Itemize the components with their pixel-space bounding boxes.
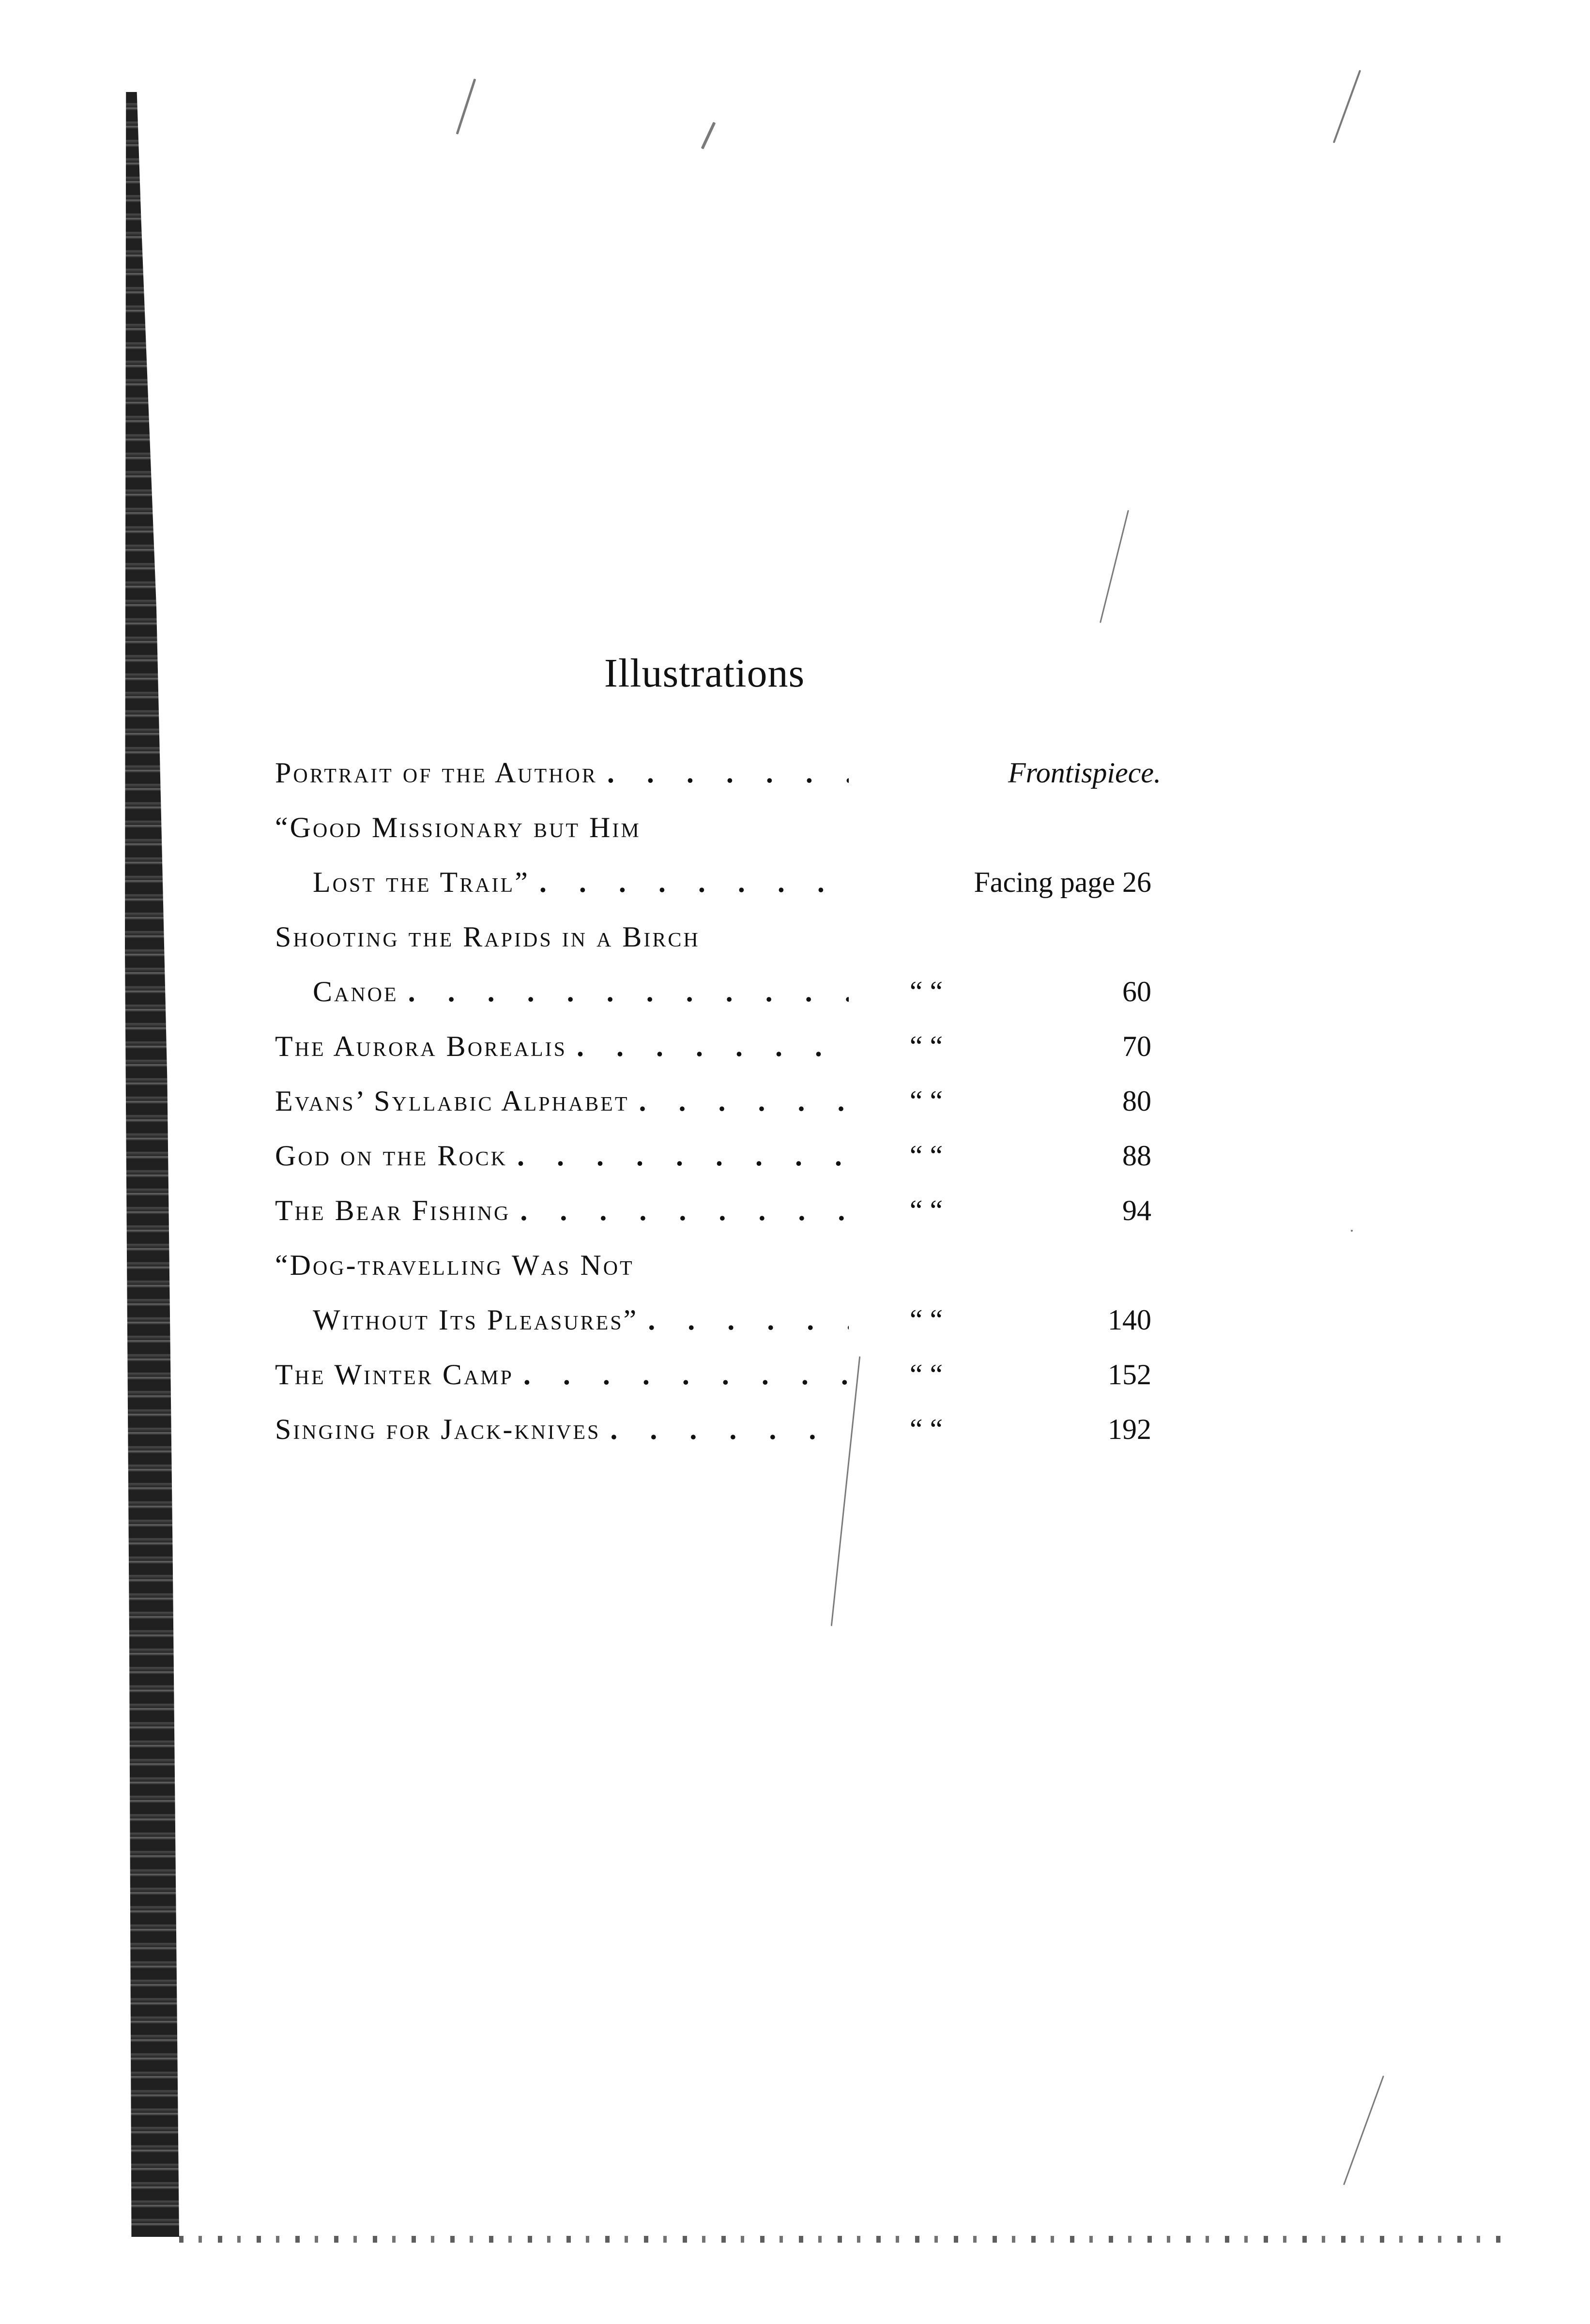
toc-entry-title: Without Its Pleasures” — [313, 1304, 639, 1336]
ditto-marks: “ “ — [909, 1085, 943, 1117]
toc-entry — [275, 1074, 1161, 1129]
toc-entry-title: Singing for Jack-knives — [275, 1413, 601, 1445]
toc-entry-page: Facing page 26 — [974, 866, 1151, 898]
dot-leader — [629, 1074, 849, 1129]
dot-leader — [530, 855, 849, 910]
toc-entry — [275, 1019, 1161, 1074]
toc-entry-title: The Bear Fishing — [275, 1194, 511, 1226]
toc-entry — [275, 1347, 1161, 1402]
dot-leader — [567, 1019, 849, 1074]
toc-entry-page: 88 — [1122, 1140, 1151, 1172]
scan-bottom-edge — [179, 2236, 1511, 2243]
ditto-marks: “ “ — [909, 1413, 943, 1445]
toc-entry-title: The Winter Camp — [275, 1359, 514, 1391]
toc-entry — [275, 1238, 1161, 1293]
toc-entry-title: The Aurora Borealis — [275, 1030, 567, 1062]
toc-entry-title: “Good Missionary but Him — [275, 811, 641, 843]
toc-entry-title: Shooting the Rapids in a Birch — [275, 921, 700, 953]
ditto-marks: “ “ — [909, 1359, 943, 1391]
toc-entry-page: 70 — [1122, 1030, 1151, 1062]
toc-entry — [275, 964, 1161, 1019]
scan-mark — [1343, 2076, 1384, 2186]
toc-list — [275, 746, 1161, 1457]
scan-mark — [1351, 1230, 1353, 1232]
toc-entry — [275, 1129, 1161, 1183]
toc-entry — [275, 800, 1161, 855]
toc-entry — [275, 910, 1161, 964]
toc-entry — [275, 1183, 1161, 1238]
dot-leader — [638, 1293, 849, 1347]
dot-leader — [600, 1402, 849, 1457]
toc-entry-title: Canoe — [313, 976, 398, 1008]
dot-leader — [597, 746, 849, 800]
ditto-marks: “ “ — [909, 1194, 943, 1226]
toc-entry-title: “Dog-travelling Was Not — [275, 1249, 634, 1281]
dot-leader — [510, 1183, 849, 1238]
toc-entry-page: 152 — [1108, 1359, 1151, 1391]
dot-leader — [514, 1347, 849, 1402]
toc-entry — [275, 855, 1161, 910]
ditto-marks: “ “ — [909, 976, 943, 1008]
toc-entry-page: 94 — [1122, 1194, 1151, 1226]
scan-binding-edge — [125, 92, 179, 2237]
toc-entry-page: 192 — [1108, 1413, 1151, 1445]
scan-mark — [701, 122, 716, 150]
toc-entry — [275, 746, 1161, 800]
toc-entry — [275, 1402, 1161, 1457]
toc-entry-page: 140 — [1108, 1304, 1151, 1336]
toc-entry-page: 60 — [1122, 976, 1151, 1008]
ditto-marks: “ “ — [909, 1140, 943, 1172]
ditto-marks: “ “ — [909, 1304, 943, 1336]
scan-mark — [1100, 510, 1129, 623]
toc-entry-title: Lost the Trail” — [313, 866, 530, 898]
toc-entry-title: God on the Rock — [275, 1140, 507, 1172]
toc-entry — [275, 1293, 1161, 1347]
page-title: Illustrations — [604, 651, 805, 696]
dot-leader — [507, 1129, 849, 1183]
scan-mark — [1333, 70, 1361, 143]
toc-entry-title: Portrait of the Author — [275, 757, 597, 789]
toc-entry-title: Evans’ Syllabic Alphabet — [275, 1085, 629, 1117]
toc-entry-page: 80 — [1122, 1085, 1151, 1117]
scan-mark — [456, 78, 476, 135]
toc-entry-page: Frontispiece. — [1008, 757, 1161, 789]
ditto-marks: “ “ — [909, 1030, 943, 1062]
dot-leader — [398, 964, 849, 1019]
